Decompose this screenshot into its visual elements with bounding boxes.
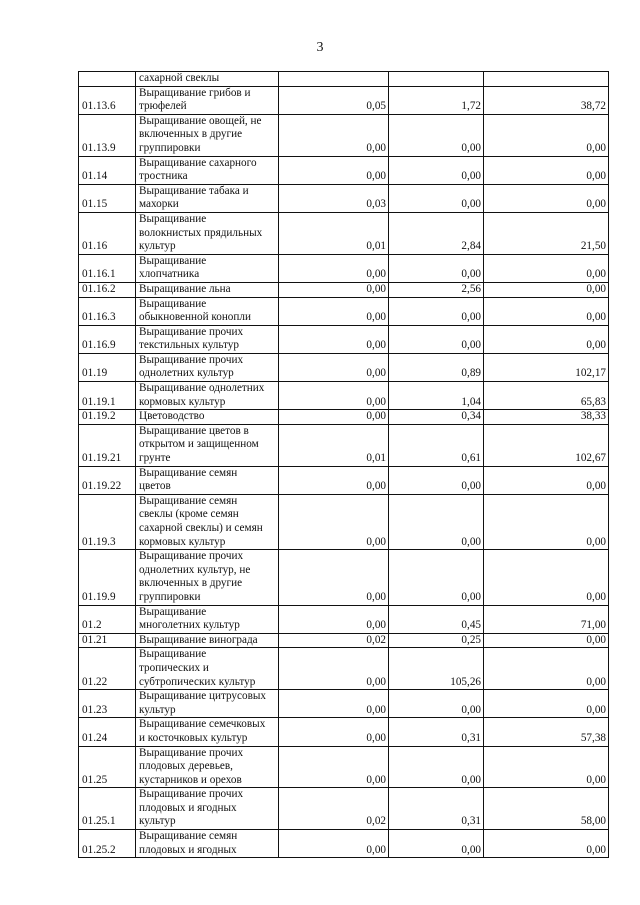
value-cell-1: 0,00 — [279, 830, 389, 858]
code-cell: 01.13.6 — [79, 86, 136, 114]
value-cell-2: 0,00 — [389, 114, 484, 156]
value-cell-1: 0,00 — [279, 114, 389, 156]
value-cell-2: 0,61 — [389, 424, 484, 466]
value-cell-1: 0,00 — [279, 494, 389, 549]
table-row — [79, 297, 609, 325]
value-cell-1: 0,00 — [279, 550, 389, 605]
code-cell: 01.14 — [79, 156, 136, 184]
value-cell-3: 0,00 — [484, 690, 609, 718]
value-cell-3: 58,00 — [484, 788, 609, 830]
value-cell-1: 0,00 — [279, 746, 389, 788]
name-cell: Выращивание прочих плодовых и ягодных культур — [136, 788, 279, 830]
name-cell: Выращивание многолетних культур — [136, 605, 279, 633]
value-cell-1: 0,00 — [279, 254, 389, 282]
name-cell: Цветоводство — [136, 410, 279, 425]
value-cell-3: 102,67 — [484, 424, 609, 466]
value-cell-3: 0,00 — [484, 325, 609, 353]
value-cell-3: 0,00 — [484, 466, 609, 494]
value-cell-3: 102,17 — [484, 353, 609, 381]
name-cell: Выращивание тропических и субтропических культур — [136, 648, 279, 690]
name-cell: Выращивание семян цветов — [136, 466, 279, 494]
code-cell: 01.21 — [79, 633, 136, 648]
value-cell-3: 0,00 — [484, 633, 609, 648]
table-row — [79, 648, 609, 690]
value-cell-2: 0,89 — [389, 353, 484, 381]
value-cell-1: 0,00 — [279, 718, 389, 746]
table-body — [79, 72, 609, 858]
name-cell: Выращивание цитрусовых культур — [136, 690, 279, 718]
value-cell-2: 0,00 — [389, 494, 484, 549]
value-cell-2: 0,31 — [389, 718, 484, 746]
value-cell-3: 0,00 — [484, 550, 609, 605]
value-cell-1: 0,00 — [279, 325, 389, 353]
table-row — [79, 746, 609, 788]
value-cell-3: 38,33 — [484, 410, 609, 425]
name-cell: Выращивание табака и махорки — [136, 184, 279, 212]
page-number: 3 — [316, 40, 324, 55]
table-row — [79, 254, 609, 282]
value-cell-2 — [389, 72, 484, 87]
value-cell-1: 0,00 — [279, 648, 389, 690]
value-cell-3: 0,00 — [484, 156, 609, 184]
value-cell-1: 0,02 — [279, 788, 389, 830]
value-cell-3: 0,00 — [484, 648, 609, 690]
table-row — [79, 633, 609, 648]
value-cell-3: 65,83 — [484, 382, 609, 410]
value-cell-3: 21,50 — [484, 212, 609, 254]
table-row — [79, 410, 609, 425]
code-cell: 01.19.2 — [79, 410, 136, 425]
value-cell-3: 0,00 — [484, 297, 609, 325]
value-cell-2: 0,34 — [389, 410, 484, 425]
code-cell: 01.25.2 — [79, 830, 136, 858]
value-cell-3: 0,00 — [484, 254, 609, 282]
table-row — [79, 353, 609, 381]
code-cell: 01.13.9 — [79, 114, 136, 156]
code-cell: 01.16 — [79, 212, 136, 254]
code-cell: 01.16.1 — [79, 254, 136, 282]
code-cell: 01.22 — [79, 648, 136, 690]
data-table — [78, 71, 609, 858]
value-cell-1: 0,00 — [279, 297, 389, 325]
table-row — [79, 325, 609, 353]
value-cell-1: 0,00 — [279, 353, 389, 381]
table-row — [79, 382, 609, 410]
value-cell-1 — [279, 72, 389, 87]
table-row — [79, 86, 609, 114]
code-cell: 01.19.9 — [79, 550, 136, 605]
code-cell: 01.19.22 — [79, 466, 136, 494]
table-row — [79, 466, 609, 494]
code-cell — [79, 72, 136, 87]
code-cell: 01.16.2 — [79, 282, 136, 297]
code-cell: 01.24 — [79, 718, 136, 746]
value-cell-3: 0,00 — [484, 746, 609, 788]
value-cell-1: 0,00 — [279, 382, 389, 410]
table-row — [79, 718, 609, 746]
name-cell: Выращивание овощей, не включенных в другие группировки — [136, 114, 279, 156]
code-cell: 01.16.3 — [79, 297, 136, 325]
table-row — [79, 424, 609, 466]
code-cell: 01.19.3 — [79, 494, 136, 549]
value-cell-2: 0,00 — [389, 254, 484, 282]
name-cell: Выращивание грибов и трюфелей — [136, 86, 279, 114]
value-cell-2: 0,31 — [389, 788, 484, 830]
code-cell: 01.15 — [79, 184, 136, 212]
value-cell-3: 0,00 — [484, 114, 609, 156]
value-cell-1: 0,00 — [279, 282, 389, 297]
name-cell: Выращивание семечковых и косточковых культур — [136, 718, 279, 746]
value-cell-2: 0,45 — [389, 605, 484, 633]
table-row — [79, 788, 609, 830]
value-cell-1: 0,01 — [279, 424, 389, 466]
value-cell-2: 0,00 — [389, 466, 484, 494]
value-cell-1: 0,00 — [279, 466, 389, 494]
name-cell: Выращивание льна — [136, 282, 279, 297]
value-cell-2: 2,84 — [389, 212, 484, 254]
value-cell-2: 2,56 — [389, 282, 484, 297]
value-cell-2: 1,04 — [389, 382, 484, 410]
name-cell: Выращивание прочих однолетних культур — [136, 353, 279, 381]
value-cell-1: 0,00 — [279, 410, 389, 425]
value-cell-3: 0,00 — [484, 830, 609, 858]
table-row — [79, 212, 609, 254]
code-cell: 01.2 — [79, 605, 136, 633]
value-cell-3: 0,00 — [484, 184, 609, 212]
name-cell: Выращивание цветов в открытом и защищенном грунте — [136, 424, 279, 466]
table-row — [79, 494, 609, 549]
code-cell: 01.19.21 — [79, 424, 136, 466]
name-cell: сахарной свеклы — [136, 72, 279, 87]
name-cell: Выращивание семян плодовых и ягодных — [136, 830, 279, 858]
name-cell: Выращивание семян свеклы (кроме семян сахарной свеклы) и семян кормовых культур — [136, 494, 279, 549]
value-cell-2: 0,00 — [389, 690, 484, 718]
value-cell-2: 0,25 — [389, 633, 484, 648]
table-row — [79, 156, 609, 184]
code-cell: 01.25.1 — [79, 788, 136, 830]
code-cell: 01.19.1 — [79, 382, 136, 410]
value-cell-2: 1,72 — [389, 86, 484, 114]
name-cell: Выращивание однолетних кормовых культур — [136, 382, 279, 410]
value-cell-3 — [484, 72, 609, 87]
name-cell: Выращивание волокнистых прядильных культур — [136, 212, 279, 254]
name-cell: Выращивание винограда — [136, 633, 279, 648]
table-row — [79, 282, 609, 297]
code-cell: 01.23 — [79, 690, 136, 718]
value-cell-1: 0,00 — [279, 605, 389, 633]
value-cell-1: 0,00 — [279, 156, 389, 184]
value-cell-2: 0,00 — [389, 156, 484, 184]
table-row — [79, 184, 609, 212]
value-cell-2: 0,00 — [389, 325, 484, 353]
name-cell: Выращивание сахарного тростника — [136, 156, 279, 184]
value-cell-2: 0,00 — [389, 297, 484, 325]
value-cell-2: 105,26 — [389, 648, 484, 690]
name-cell: Выращивание прочих однолетних культур, не включенных в другие группировки — [136, 550, 279, 605]
value-cell-3: 0,00 — [484, 494, 609, 549]
value-cell-2: 0,00 — [389, 746, 484, 788]
table-row — [79, 72, 609, 87]
value-cell-1: 0,02 — [279, 633, 389, 648]
value-cell-1: 0,00 — [279, 690, 389, 718]
table-row — [79, 605, 609, 633]
table-row — [79, 550, 609, 605]
code-cell: 01.16.9 — [79, 325, 136, 353]
name-cell: Выращивание обыкновенной конопли — [136, 297, 279, 325]
name-cell: Выращивание прочих текстильных культур — [136, 325, 279, 353]
value-cell-1: 0,05 — [279, 86, 389, 114]
table-row — [79, 690, 609, 718]
value-cell-3: 71,00 — [484, 605, 609, 633]
code-cell: 01.19 — [79, 353, 136, 381]
value-cell-1: 0,03 — [279, 184, 389, 212]
table-row — [79, 830, 609, 858]
name-cell: Выращивание прочих плодовых деревьев, кустарников и орехов — [136, 746, 279, 788]
table-row — [79, 114, 609, 156]
value-cell-1: 0,01 — [279, 212, 389, 254]
name-cell: Выращивание хлопчатника — [136, 254, 279, 282]
value-cell-3: 0,00 — [484, 282, 609, 297]
value-cell-2: 0,00 — [389, 550, 484, 605]
value-cell-3: 57,38 — [484, 718, 609, 746]
value-cell-2: 0,00 — [389, 830, 484, 858]
value-cell-2: 0,00 — [389, 184, 484, 212]
value-cell-3: 38,72 — [484, 86, 609, 114]
code-cell: 01.25 — [79, 746, 136, 788]
